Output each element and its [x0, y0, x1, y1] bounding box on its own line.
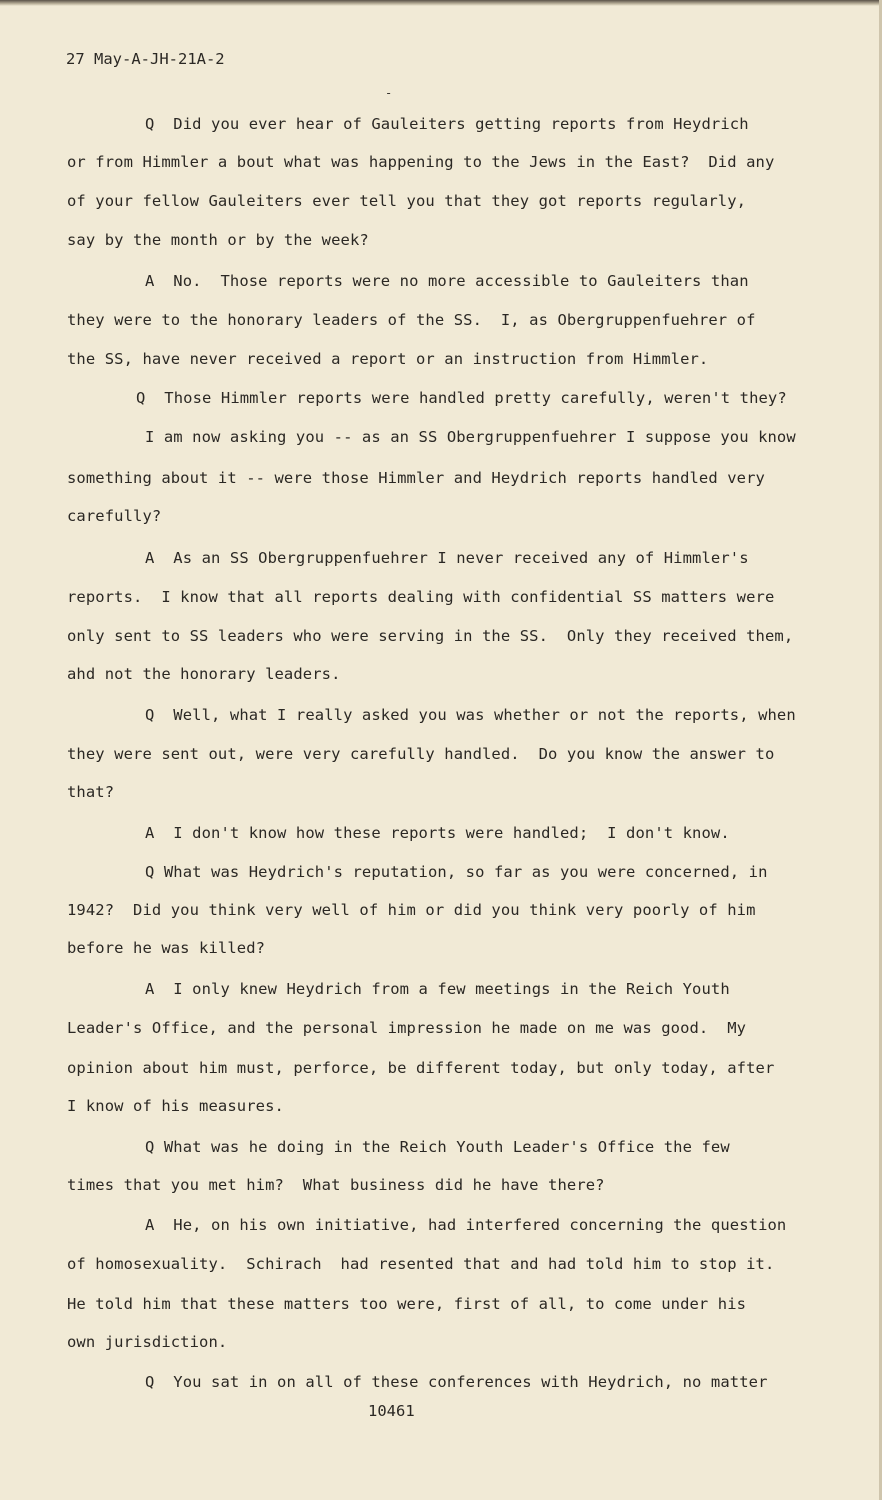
transcript-line: ahd not the honorary leaders.	[67, 665, 341, 683]
transcript-line: reports. I know that all reports dealing with confidential SS matters were	[67, 588, 775, 606]
transcript-line: He told him that these matters too were, first of all, to come under his	[67, 1295, 747, 1313]
transcript-line: A I don't know how these reports were handled; I don't know.	[145, 824, 730, 842]
transcript-line: the SS, have never received a report or an instruction from Himmler.	[67, 350, 709, 368]
transcript-line: Q Did you ever hear of Gauleiters getting reports from Heydrich	[145, 115, 749, 133]
transcript-line: or from Himmler a bout what was happening to the Jews in the East? Did any	[67, 153, 775, 171]
document-reference: 27 May-A-JH-21A-2	[66, 50, 225, 68]
transcript-line: say by the month or by the week?	[67, 231, 369, 249]
transcript-line: A As an SS Obergruppenfuehrer I never received any of Himmler's	[145, 549, 749, 567]
page-top-edge	[0, 0, 882, 6]
transcript-line: own jurisdiction.	[67, 1333, 228, 1351]
transcript-line: Q What was he doing in the Reich Youth Leader's Office the few	[145, 1138, 730, 1156]
transcript-line: Leader's Office, and the personal impression he made on me was good. My	[67, 1019, 747, 1037]
transcript-line: Q What was Heydrich's reputation, so far as you were concerned, in	[145, 863, 768, 881]
page-number: 10461	[368, 1402, 415, 1420]
transcript-line: carefully?	[67, 507, 162, 525]
transcript-line: something about it -- were those Himmler and Heydrich reports handled very	[67, 469, 765, 487]
transcript-line: that?	[67, 783, 115, 801]
transcript-line: 1942? Did you think very well of him or did you think very poorly of him	[67, 901, 756, 919]
transcript-line: times that you met him? What business did he have there?	[67, 1176, 605, 1194]
transcript-line: I am now asking you -- as an SS Obergruppenfuehrer I suppose you know	[145, 428, 796, 446]
transcript-line: of your fellow Gauleiters ever tell you that they got reports regularly,	[67, 192, 747, 210]
transcript-line: only sent to SS leaders who were serving in the SS. Only they received them,	[67, 627, 794, 645]
transcript-line: I know of his measures.	[67, 1097, 284, 1115]
transcript-line: opinion about him must, perforce, be different today, but only today, after	[67, 1059, 775, 1077]
transcript-line: A I only knew Heydrich from a few meetings in the Reich Youth	[145, 980, 730, 998]
transcript-line: of homosexuality. Schirach had resented that and had told him to stop it.	[67, 1255, 775, 1273]
transcript-line: they were sent out, were very carefully handled. Do you know the answer to	[67, 745, 775, 763]
transcript-line: Q Those Himmler reports were handled pretty carefully, weren't they?	[136, 389, 787, 407]
transcript-line: they were to the honorary leaders of the SS. I, as Obergruppenfuehrer of	[67, 311, 756, 329]
transcript-line: A No. Those reports were no more accessible to Gauleiters than	[145, 272, 749, 290]
top-mark: -	[385, 86, 393, 100]
transcript-line: Q Well, what I really asked you was whether or not the reports, when	[145, 706, 796, 724]
transcript-line: A He, on his own initiative, had interfered concerning the question	[145, 1216, 787, 1234]
transcript-line: Q You sat in on all of these conferences with Heydrich, no matter	[145, 1373, 768, 1391]
transcript-line: before he was killed?	[67, 939, 266, 957]
